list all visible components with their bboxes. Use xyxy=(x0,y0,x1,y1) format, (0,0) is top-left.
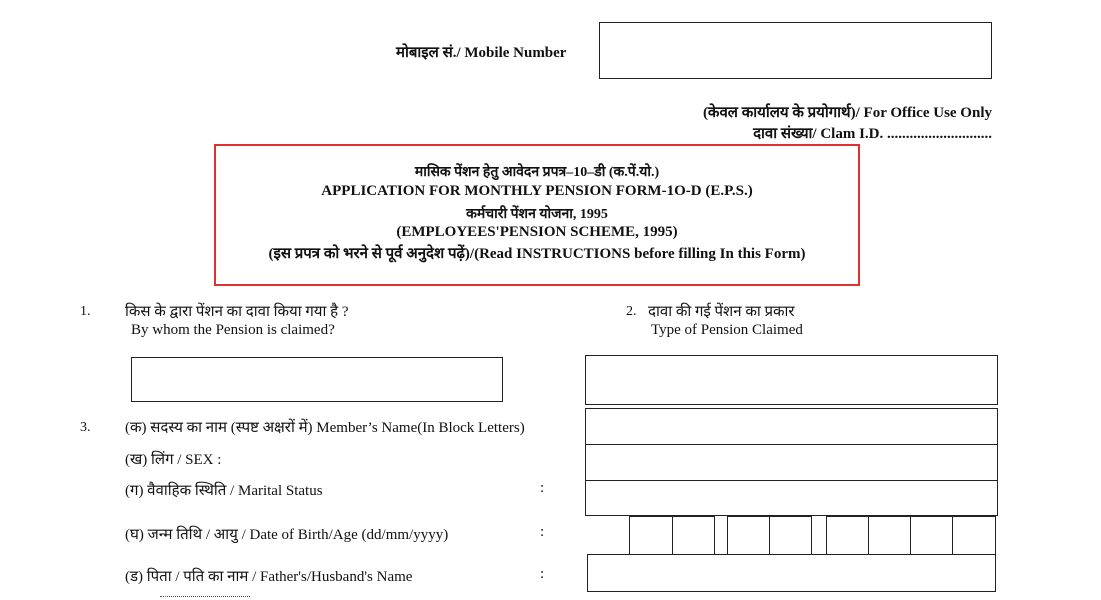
dob-day-digit-2[interactable] xyxy=(672,516,715,555)
q2-english-label: Type of Pension Claimed xyxy=(651,322,803,338)
form-title-box xyxy=(214,144,860,286)
next-line-fragment xyxy=(160,596,250,600)
scheme-hindi: कर्मचारी पेंशन योजना, 1995 xyxy=(466,207,608,222)
title-english: APPLICATION FOR MONTHLY PENSION FORM-1O-D (E.P.S.) xyxy=(321,183,753,199)
pension-claimant-field[interactable] xyxy=(131,357,503,402)
dob-month-digit-2[interactable] xyxy=(769,516,812,555)
member-name-field[interactable] xyxy=(585,408,998,446)
father-husband-name-label: (ड) पिता / पति का नाम / Father's/Husband's Name xyxy=(125,569,413,585)
mobile-number-field[interactable] xyxy=(599,22,992,79)
dob-month-digit-1[interactable] xyxy=(727,516,770,555)
scheme-english: (EMPLOYEES'PENSION SCHEME, 1995) xyxy=(396,224,678,240)
q1-hindi-label: किस के द्वारा पेंशन का दावा किया गया है ? xyxy=(125,304,349,320)
marital-status-field[interactable] xyxy=(585,480,998,516)
sex-field[interactable] xyxy=(585,444,998,482)
dob-year-digit-3[interactable] xyxy=(910,516,953,555)
marital-status-colon: : xyxy=(540,480,545,496)
q1-english-label: By whom the Pension is claimed? xyxy=(131,322,335,338)
q3-number: 3. xyxy=(80,420,91,435)
claim-id-label: दावा संख्या/ Clam I.D. ............................ xyxy=(753,126,992,142)
instructions-note: (इस प्रपत्र को भरने से पूर्व अनुदेश पढ़ें)/(Read INSTRUCTIONS before filling In this Form) xyxy=(268,246,806,262)
father-name-colon: : xyxy=(540,566,545,582)
title-hindi: मासिक पेंशन हेतु आवेदन प्रपत्र–10–डी (क.पें.यो.) xyxy=(414,165,660,180)
dob-age-label: (घ) जन्म तिथि / आयु / Date of Birth/Age (dd/mm/yyyy) xyxy=(125,527,449,543)
dob-day-digit-1[interactable] xyxy=(629,516,673,555)
dob-year-digit-1[interactable] xyxy=(826,516,869,555)
father-husband-name-field[interactable] xyxy=(587,554,996,592)
member-name-label: (क) सदस्य का नाम (स्पष्ट अक्षरों में) Member’s Name(In Block Letters) xyxy=(125,420,525,436)
q1-number: 1. xyxy=(80,304,91,319)
marital-status-label: (ग) वैवाहिक स्थिति / Marital Status xyxy=(125,483,323,499)
dob-year-digit-2[interactable] xyxy=(868,516,911,555)
dob-colon: : xyxy=(540,524,545,540)
mobile-number-label: मोबाइल सं./ Mobile Number xyxy=(396,45,567,61)
dob-year-digit-4[interactable] xyxy=(952,516,996,555)
q2-hindi-label: दावा की गई पेंशन का प्रकार xyxy=(648,304,795,320)
sex-label: (ख) लिंग / SEX : xyxy=(125,452,222,468)
pension-type-field[interactable] xyxy=(585,355,998,405)
q2-number: 2. xyxy=(626,304,637,319)
office-use-label: (केवल कार्यालय के प्रयोगार्थ)/ For Office Use Only xyxy=(702,105,992,121)
